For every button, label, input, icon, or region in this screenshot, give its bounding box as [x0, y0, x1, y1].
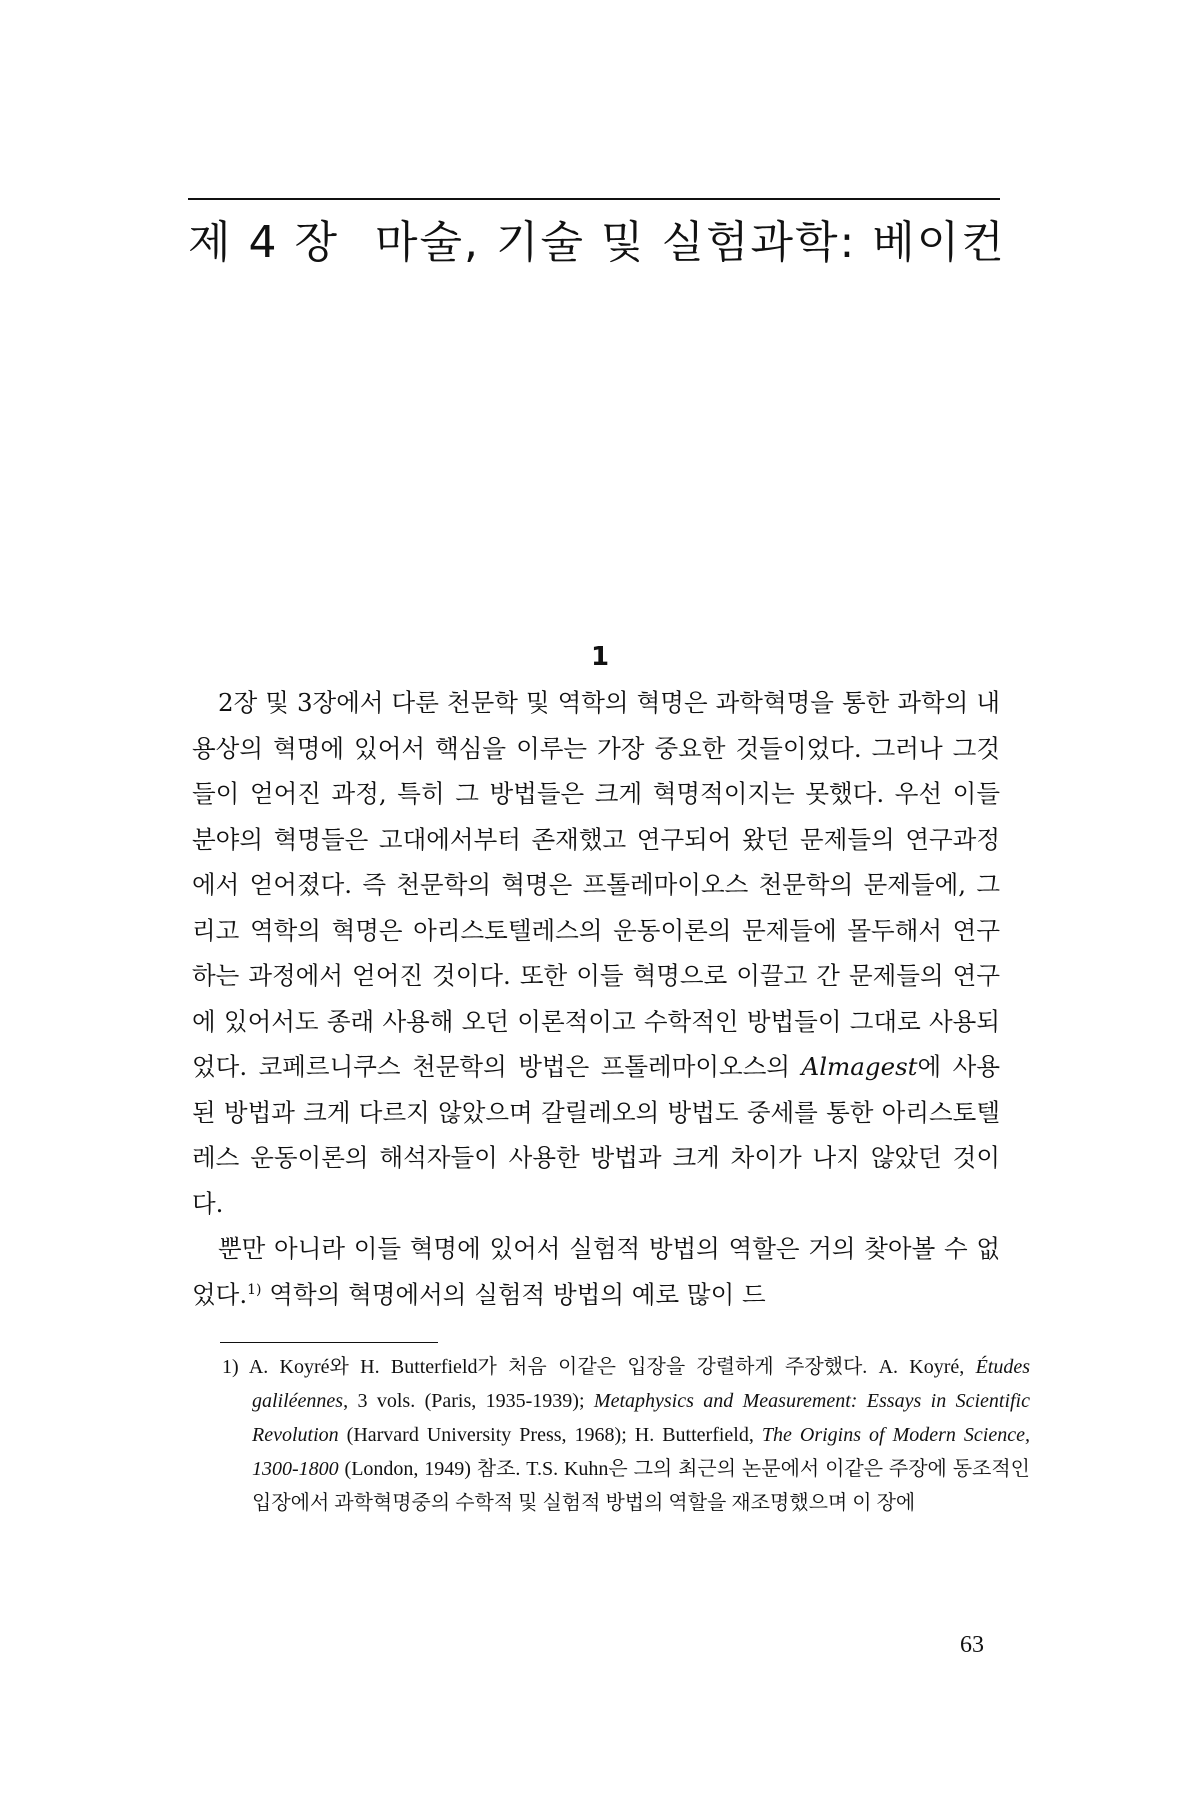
footnote-title-1: Études galiléennes	[252, 1356, 1030, 1412]
chapter-number: 제 4 장	[188, 217, 339, 268]
paragraph-1	[192, 680, 1000, 1226]
footnote-title-2: Metaphysics and Measurement: Essays in Scientific Revolution	[252, 1390, 1030, 1446]
almagest-title: Almagest	[801, 1052, 918, 1081]
footnote-marker: 1)	[222, 1356, 239, 1378]
section-number: 1	[590, 642, 610, 672]
body-text	[192, 680, 1000, 1317]
footnote-text-3: (Harvard University Press, 1968); H. Butterfield,	[338, 1424, 762, 1446]
footnote	[222, 1350, 1030, 1520]
chapter-heading	[188, 208, 1006, 278]
footnote-reference: 1)	[247, 1281, 262, 1298]
footnote-title-3: The Origins of Modern Science, 1300-1800	[252, 1424, 1030, 1480]
chapter-top-rule	[188, 198, 1000, 200]
page-number: 63	[960, 1632, 984, 1658]
chapter-title: 마술, 기술 및 실험과학: 베이컨	[374, 217, 1006, 268]
paragraph-1-text-a: 2장 및 3장에서 다룬 천문학 및 역학의 혁명은 과학혁명을 통한 과학의 내용상의 혁명에 있어서 핵심을 이루는 가장 중요한 것들이었다. 그러나 그것들이 얻어진 과정, 특히 그 방법들은 크게 혁명적이지는 못했다. 우선 이들 분야의 혁명들은 고대에서부터 존재했고 연구되어 왔던 문제들의 연구과정에서 얻어졌다. 즉 천문학의 혁명은 프톨레마이오스 천문학의 문제들에, 그리고 역학의 혁명은 아리스토텔레스의 운동이론의 문제들에 몰두해서 연구하는 과정에서 얻어진 것이다. 또한 이들 혁명으로 이끌고 간 문제들의 연구에 있어서도 종래 사용해 오던 이론적이고 수학적인 방법들이 그대로 사용되었다. 코페르니쿠스 천문학의 방법은 프톨레마이오스의	[192, 688, 1000, 1081]
footnote-rule	[220, 1342, 438, 1343]
footnote-text-4: (London, 1949) 참조. T.S. Kuhn은 그의 최근의 논문에서 이같은 주장에 동조적인 입장에서 과학혁명중의 수학적 및 실험적 방법의 역할을 재조명했으며 이 장에	[252, 1458, 1030, 1514]
paragraph-2-text-a: 뿐만 아니라 이들 혁명에 있어서 실험적 방법의 역할은 거의 찾아볼 수 없었다.	[192, 1234, 1000, 1309]
paragraph-2-text-b: 역학의 혁명에서의 실험적 방법의 예로 많이 드	[261, 1279, 766, 1309]
footnote-text-1: A. Koyré와 H. Butterfield가 처음 이같은 입장을 강렬하게 주장했다. A. Koyré,	[238, 1356, 976, 1378]
paragraph-2	[192, 1226, 1000, 1317]
paragraph-1-text-b: 에 사용된 방법과 크게 다르지 않았으며 갈릴레오의 방법도 중세를 통한 아리스토텔레스 운동이론의 해석자들이 사용한 방법과 크게 차이가 나지 않았던 것이다.	[192, 1052, 1000, 1218]
footnote-text-2: , 3 vols. (Paris, 1935-1939);	[343, 1390, 594, 1412]
